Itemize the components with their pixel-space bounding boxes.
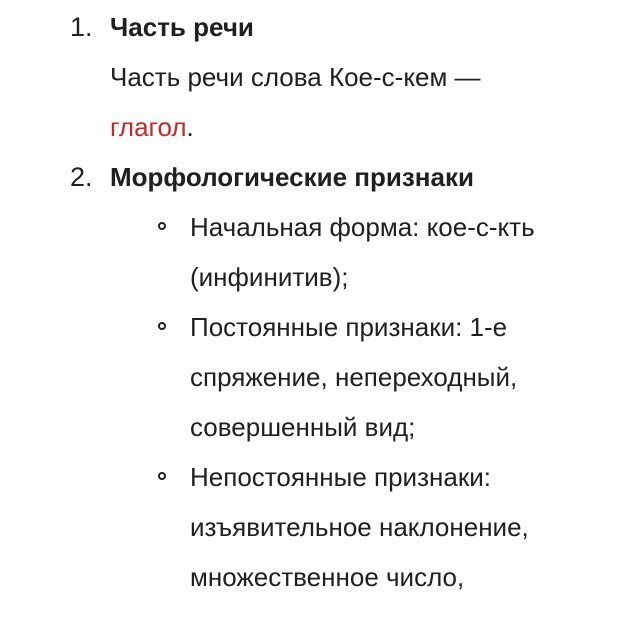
text-suffix: . [186,112,194,142]
list-item-content [110,2,630,152]
list-item-variable-features [110,452,630,602]
bullet-line: совершенный вид; [190,412,416,442]
list-item-permanent-features [110,302,630,452]
bullet-line: Постоянные признаки: 1-е [190,312,508,342]
bullet-text [190,302,630,452]
bullet-line: спряжение, непереходный, [190,362,518,392]
part-of-speech-link[interactable]: глагол [110,112,187,142]
bullet-line: Непостоянные признаки: [190,462,491,492]
bullet-icon [158,322,166,330]
bullet-text [190,202,630,302]
bullet-line: Начальная форма: кое-с-кть [190,212,535,242]
list-item-initial-form [110,202,630,302]
section-heading: Часть речи [110,12,254,42]
bullet-line: множественное число, [190,562,465,592]
bullet-icon [158,472,166,480]
list-item-content [110,152,630,202]
bullet-icon [158,222,166,230]
part-of-speech-text [110,52,630,152]
bullet-text [190,452,630,602]
list-number: 2. [70,162,93,192]
features-list [110,202,630,602]
bullet-line: (инфинитив); [190,262,349,292]
bullet-line: изъявительное наклонение, [190,512,529,542]
section-heading: Морфологические признаки [110,162,474,192]
list-number: 1. [70,12,93,42]
text-prefix: Часть речи слова Кое-с-кем — [110,62,481,92]
